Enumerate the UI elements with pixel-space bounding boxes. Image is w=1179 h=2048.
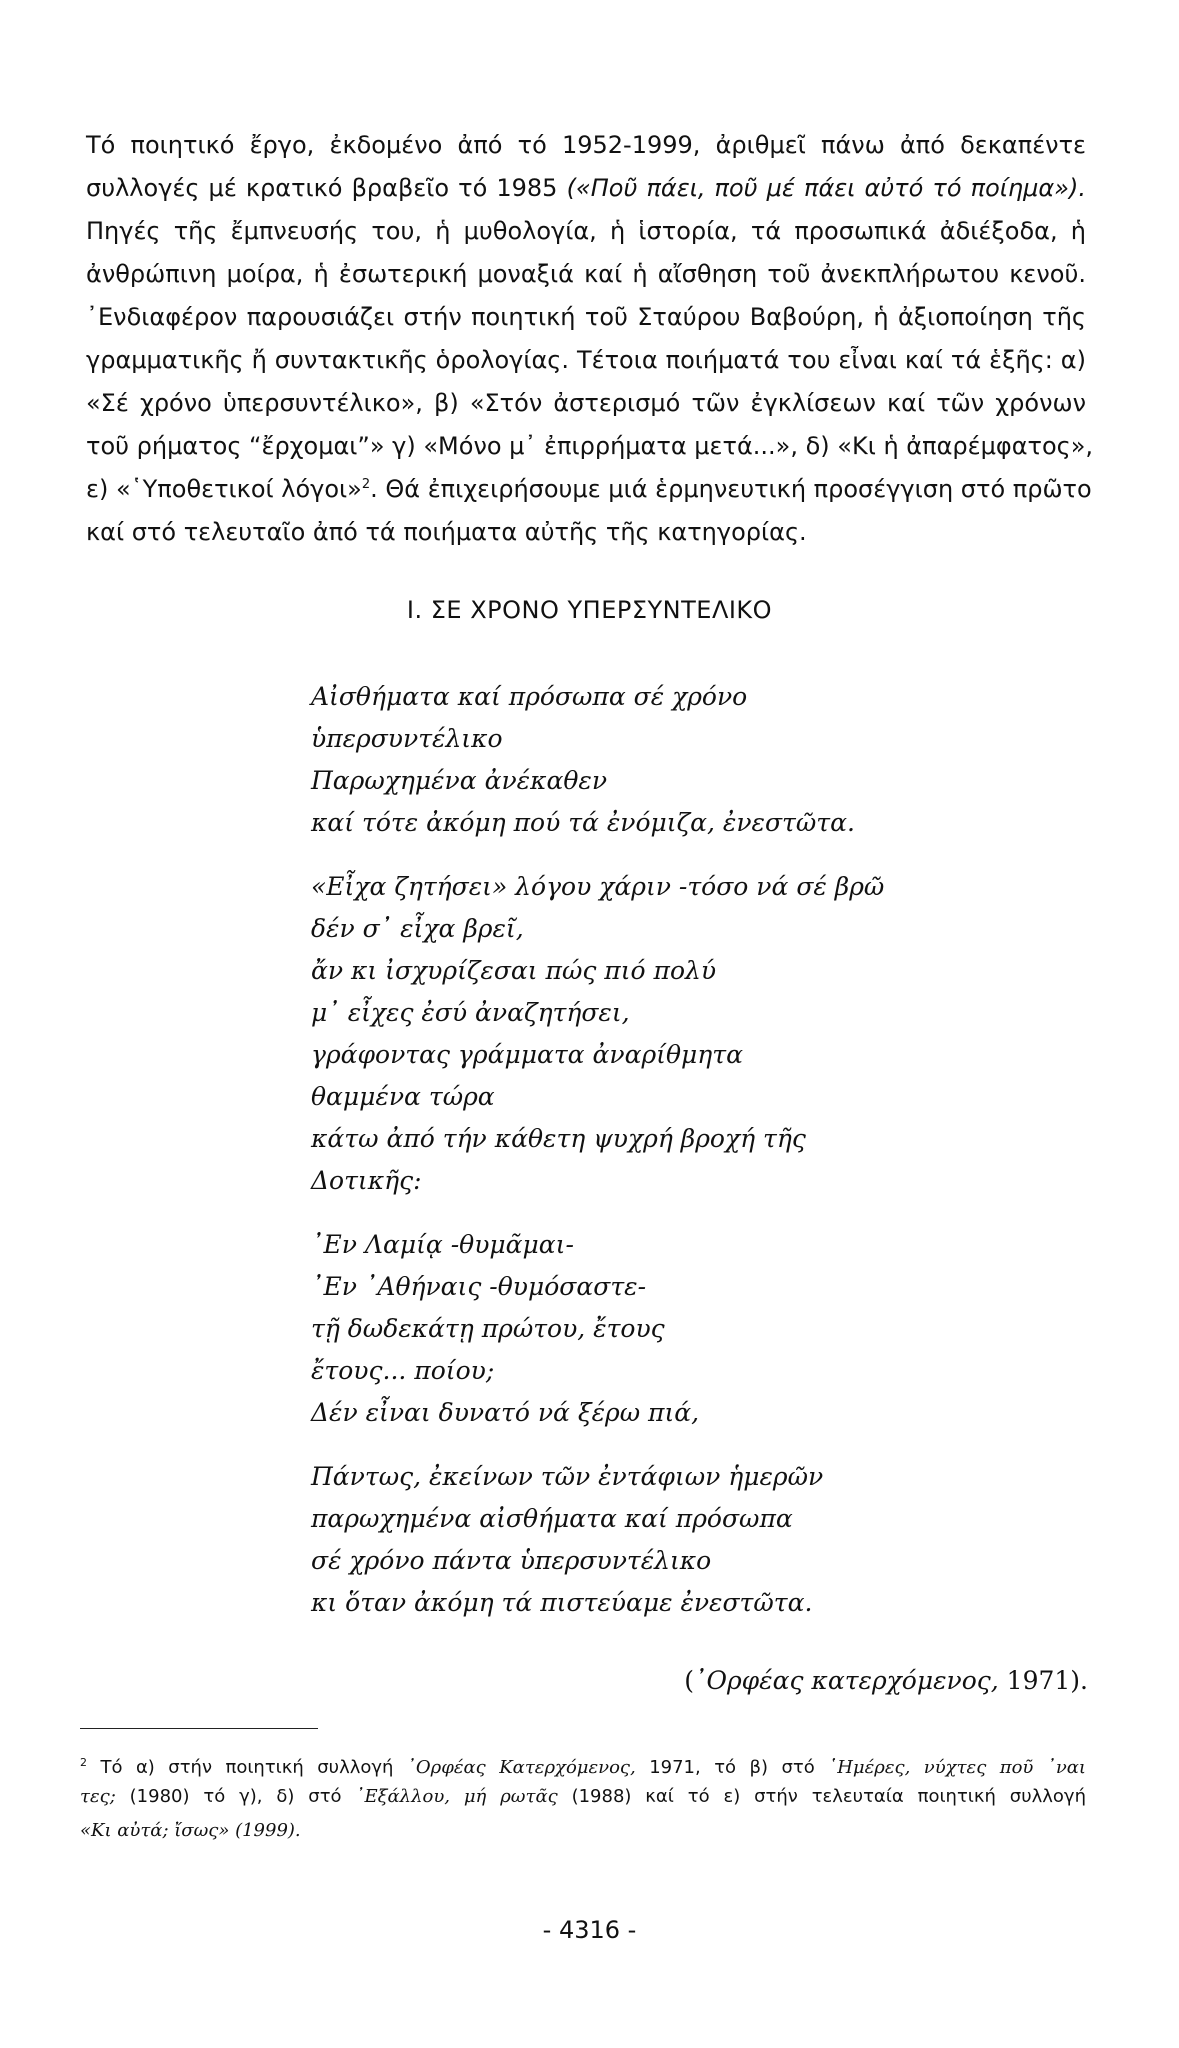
footnote-text: (1988) καί τό ε) στήν τελευταία ποιητική συλλογή	[557, 1786, 1086, 1807]
poem-stanza-2	[311, 866, 1111, 1202]
verse: κι ὅταν ἀκόμη τά πιστεύαμε ἐνεστῶτα.	[311, 1588, 813, 1617]
verse: Αἰσθήματα καί πρόσωπα σέ χρόνο	[311, 682, 748, 711]
intro-paragraph	[86, 124, 1094, 554]
verse: «Εἶχα ζητήσει» λόγου χάριν -τόσο νά σέ βρῶ	[311, 872, 885, 901]
poem-stanza-1	[311, 676, 1111, 844]
verse: παρωχημένα αἰσθήματα καί πρόσωπα	[311, 1504, 793, 1533]
footnote-reference[interactable]: 2	[361, 477, 371, 492]
verse: Πάντως, ἐκείνων τῶν ἐντάφιων ἡμερῶν	[311, 1462, 824, 1491]
footnote-line-1	[80, 1746, 1086, 1780]
intro-line-2-text: συλλογές μέ κρατικό βραβεῖο τό 1985	[86, 174, 567, 202]
intro-line-9-rest: . Θά ἐπιχειρήσουμε μιά ἑρμηνευτική προσέγγιση στό πρῶτο	[370, 475, 1092, 503]
verse: ὑπερσυντέλικο	[311, 724, 503, 753]
footnote-line-3: «Κι αὐτά; ἴσως» (1999).	[80, 1820, 301, 1841]
intro-line-8: τοῦ ρήματος “ἔρχομαι”» γ) «Μόνο μ᾿ ἐπιρρήματα μετά...», δ) «Κι ἡ ἀπαρέμφατος»,	[86, 432, 1094, 460]
intro-line-10: καί στό τελευταῖο ἀπό τά ποιήματα αὐτῆς τῆς κατηγορίας.	[86, 518, 807, 546]
footnote-marker: 2	[80, 1756, 87, 1769]
intro-line-1: Τό ποιητικό ἔργο, ἐκδομένο ἀπό τό 1952-1999, ἀριθμεῖ πάνω ἀπό δεκαπέντε	[86, 131, 1086, 159]
footnote-title: ᾿Εξάλλου, μή ρωτᾶς	[355, 1786, 558, 1807]
intro-line-9-text: ε) «῾Υποθετικοί λόγοι»	[86, 475, 362, 503]
verse: ἔτους... ποίου;	[311, 1356, 495, 1385]
intro-line-5: ᾿Ενδιαφέρον παρουσιάζει στήν ποιητική τοῦ Σταύρου Βαβούρη, ἡ ἀξιοποίηση τῆς	[86, 303, 1086, 331]
verse: κάτω ἀπό τήν κάθετη ψυχρή βροχή τῆς	[311, 1124, 806, 1153]
verse: γράφοντας γράμματα ἀναρίθμητα	[311, 1040, 743, 1069]
intro-line-3: Πηγές τῆς ἔμπνευσής του, ἡ μυθολογία, ἡ ἱστορία, τά προσωπικά ἀδιέξοδα, ἡ	[86, 217, 1086, 245]
verse: ᾿Εν Λαμίᾳ -θυμᾶμαι-	[311, 1230, 574, 1259]
poem-stanza-4	[311, 1456, 1111, 1624]
footnote-divider	[80, 1728, 318, 1729]
footnote-text: Τό α) στήν ποιητική συλλογή	[87, 1757, 407, 1778]
attribution-title: ᾿Ορφέας κατερχόμενος,	[693, 1666, 999, 1695]
intro-line-4: ἀνθρώπινη μοίρα, ἡ ἐσωτερική μοναξιά καί ἡ αἴσθηση τοῦ ἀνεκπλήρωτου κενοῦ.	[86, 260, 1086, 288]
attribution-year: 1971).	[998, 1666, 1088, 1695]
verse: ἄν κι ἰσχυρίζεσαι πώς πιό πολύ	[311, 956, 717, 985]
intro-line-6: γραμματικῆς ἤ συντακτικῆς ὁρολογίας. Τέτοια ποιήματά του εἶναι καί τά ἑξῆς: α)	[86, 346, 1086, 374]
intro-line-2	[86, 167, 1086, 210]
verse: τῇ δωδεκάτῃ πρώτου, ἔτους	[311, 1314, 665, 1343]
verse: δέν σ᾿ εἶχα βρεῖ,	[311, 914, 524, 943]
intro-line-7: «Σέ χρόνο ὑπερσυντέλικο», β) «Στόν ἀστερισμό τῶν ἐγκλίσεων καί τῶν χρόνων	[86, 389, 1086, 417]
verse: μ᾿ εἶχες ἐσύ ἀναζητήσει,	[311, 998, 630, 1027]
poem	[311, 676, 1111, 1646]
verse: Δέν εἶναι δυνατό νά ξέρω πιά,	[311, 1398, 700, 1427]
poem-attribution	[684, 1666, 1088, 1695]
footnote-text: (1980) τό γ), δ) στό	[115, 1786, 356, 1807]
verse: θαμμένα τώρα	[311, 1082, 495, 1111]
poem-stanza-3	[311, 1224, 1111, 1434]
attribution-open: (	[684, 1666, 694, 1695]
section-heading: I. ΣΕ ΧΡΟΝΟ ΥΠΕΡΣΥΝΤΕΛΙΚΟ	[406, 596, 773, 624]
footnote	[80, 1746, 1086, 1848]
page-number: - 4316 -	[542, 1916, 637, 1944]
intro-line-2-italic-title: («Ποῦ πάει, ποῦ μέ πάει αὐτό τό ποίημα»).	[566, 174, 1086, 202]
footnote-text: 1971, τό β) στό	[635, 1757, 829, 1778]
intro-line-9	[86, 468, 1092, 511]
verse: Παρωχημένα ἀνέκαθεν	[311, 766, 608, 795]
footnote-title: ᾿Ορφέας Κατερχόμενος,	[406, 1757, 636, 1778]
footnote-title: ῾Ημέρες, νύχτες ποῦ ᾿ναι	[828, 1757, 1086, 1778]
footnote-title: τες;	[80, 1786, 116, 1807]
verse: σέ χρόνο πάντα ὑπερσυντέλικο	[311, 1546, 712, 1575]
verse: Δοτικῆς:	[311, 1166, 422, 1195]
verse: ᾿Εν ᾿Αθήναις -θυμόσαστε-	[311, 1272, 647, 1301]
verse: καί τότε ἀκόμη πού τά ἐνόμιζα, ἐνεστῶτα.	[311, 808, 855, 837]
footnote-line-2	[80, 1780, 1086, 1814]
